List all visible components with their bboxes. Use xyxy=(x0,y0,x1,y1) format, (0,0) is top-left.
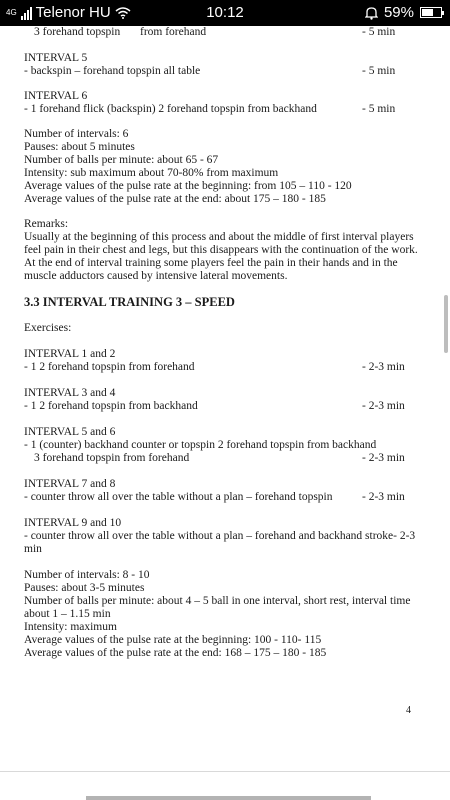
duration: - 5 min xyxy=(362,26,396,38)
summary-line: Intensity: maximum xyxy=(24,621,117,633)
interval-title: INTERVAL 7 and 8 xyxy=(24,478,116,490)
horizontal-scrollbar[interactable] xyxy=(86,796,371,800)
summary-line: Average values of the pulse rate at the beginning: from 105 – 110 - 120 xyxy=(24,180,352,192)
interval-text: - 1 (counter) backhand counter or topspin 2 forehand topspin from backhand xyxy=(24,439,377,451)
clock: 10:12 xyxy=(206,4,244,21)
duration: - 2-3 min xyxy=(362,491,405,503)
summary-line: Number of balls per minute: about 4 – 5 ball in one interval, short rest, interval time xyxy=(24,595,411,607)
duration: - 2-3 min xyxy=(362,361,405,373)
summary-line: Number of balls per minute: about 65 - 67 xyxy=(24,154,219,166)
remarks-line: muscle adductors caused by intensive lateral movements. xyxy=(24,270,288,282)
interval-title: INTERVAL 1 and 2 xyxy=(24,348,116,360)
interval-text: 3 forehand topspin from forehand xyxy=(34,452,190,464)
summary-line: Intensity: sub maximum about 70-80% from maximum xyxy=(24,167,279,179)
battery-percent: 59% xyxy=(383,4,414,21)
duration: - 5 min xyxy=(362,103,396,115)
duration: - 2-3 min xyxy=(362,400,405,412)
battery-fill xyxy=(422,9,433,16)
page-separator xyxy=(0,771,450,772)
interval-text: - counter throw all over the table without a plan – forehand topspin xyxy=(24,491,333,503)
remarks-line: feel pain in their chest and legs, but this disappears with the continuation of the work. xyxy=(24,244,418,256)
battery-icon xyxy=(420,7,442,18)
duration: - 2-3 min xyxy=(362,452,405,464)
summary-line: Average values of the pulse rate at the end: 168 – 175 – 180 - 185 xyxy=(24,647,327,659)
network-type: 4G xyxy=(6,7,17,17)
text-line: from forehand xyxy=(140,26,207,38)
remarks-title: Remarks: xyxy=(24,218,69,230)
interval-text: - 1 2 forehand topspin from backhand xyxy=(24,400,198,412)
document-page[interactable] xyxy=(0,26,450,771)
bell-icon xyxy=(365,6,378,20)
text-line: 3 forehand topspin xyxy=(34,26,121,38)
interval-title: INTERVAL 5 xyxy=(24,52,88,64)
duration: - 5 min xyxy=(362,65,396,77)
summary-line: Number of intervals: 8 - 10 xyxy=(24,569,150,581)
summary-line: Number of intervals: 6 xyxy=(24,128,129,140)
remarks-line: At the end of interval training some players feel the pain in their hands and in the xyxy=(24,257,398,269)
interval-title: INTERVAL 6 xyxy=(24,90,88,102)
summary-line: Average values of the pulse rate at the beginning: 100 - 110- 115 xyxy=(24,634,322,646)
summary-line: Average values of the pulse rate at the end: about 175 – 180 - 185 xyxy=(24,193,326,205)
page-number: 4 xyxy=(406,705,411,716)
exercises-label: Exercises: xyxy=(24,322,72,334)
interval-text: - backspin – forehand topspin all table xyxy=(24,65,201,77)
section-heading: 3.3 INTERVAL TRAINING 3 – SPEED xyxy=(24,295,235,309)
interval-text: - counter throw all over the table without a plan – forehand and backhand stroke- 2-3 xyxy=(24,530,416,542)
status-right xyxy=(365,4,442,21)
summary-line: about 1 – 1.15 min xyxy=(24,608,111,620)
carrier-name: Telenor HU xyxy=(35,4,111,21)
interval-title: INTERVAL 5 and 6 xyxy=(24,426,116,438)
interval-text: min xyxy=(24,543,42,555)
interval-title: INTERVAL 9 and 10 xyxy=(24,517,122,529)
remarks-line: Usually at the beginning of this process and about the middle of first interval players xyxy=(24,231,414,243)
interval-text: - 1 2 forehand topspin from forehand xyxy=(24,361,195,373)
summary-line: Pauses: about 5 minutes xyxy=(24,141,135,153)
interval-title: INTERVAL 3 and 4 xyxy=(24,387,116,399)
summary-line: Pauses: about 3-5 minutes xyxy=(24,582,145,594)
interval-text: - 1 forehand flick (backspin) 2 forehand topspin from backhand xyxy=(24,103,317,115)
status-bar xyxy=(0,0,450,26)
vertical-scrollbar-thumb[interactable] xyxy=(444,295,448,353)
